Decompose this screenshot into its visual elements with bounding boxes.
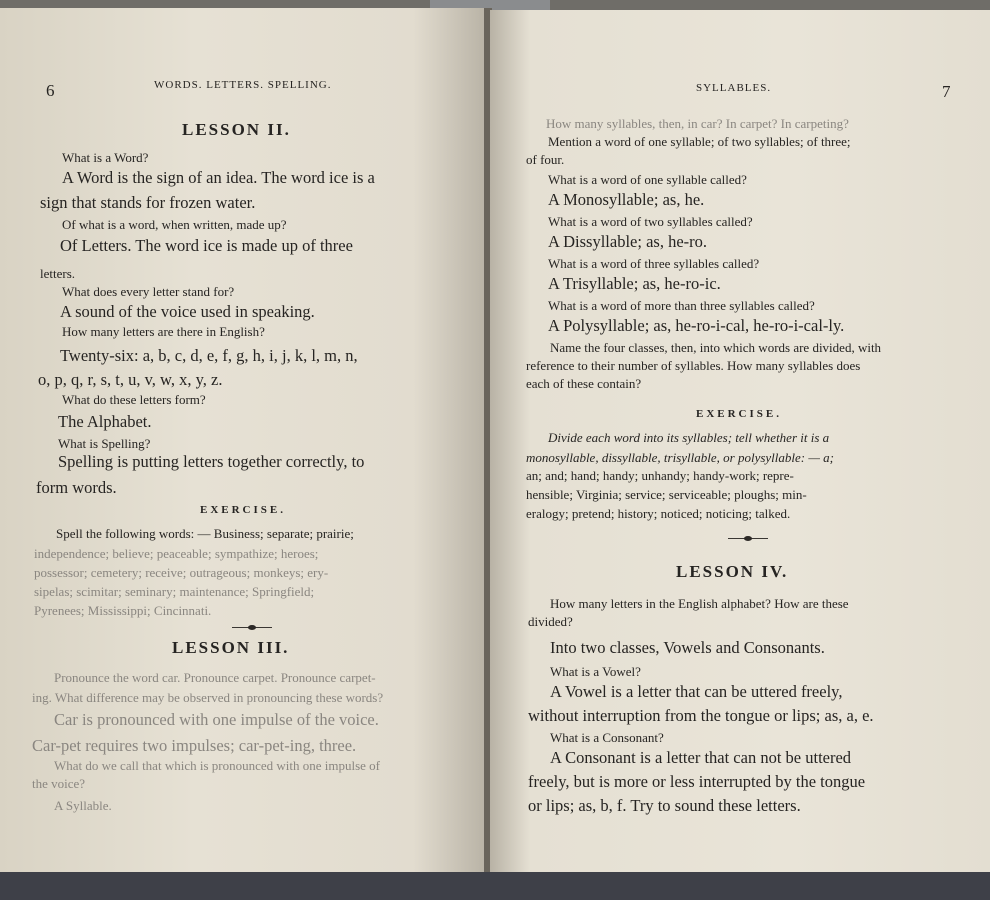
lesson-3-line: Car-pet requires two impulses; car-pet-ing, three. [32, 736, 357, 755]
lesson-2-title: LESSON II. [182, 120, 291, 139]
answer-line: A Monosyllable; as, he. [548, 190, 705, 209]
answer-line: Spelling is putting letters together correctly, to [58, 452, 365, 471]
question-line: What is a Word? [62, 150, 149, 165]
exercise-line: monosyllable, dissyllable, trisyllable, or polysyllable: — a; [526, 450, 834, 465]
lesson-4-line: How many letters in the English alphabet? How are these [550, 596, 849, 611]
lesson-3-line: Car is pronounced with one impulse of the voice. [54, 710, 379, 729]
left-page [0, 8, 486, 876]
answer-line: A Word is the sign of an idea. The word ice is a [62, 168, 375, 187]
lesson-4-title: LESSON IV. [676, 562, 789, 581]
answer-line: A Trisyllable; as, he-ro-ic. [548, 274, 721, 293]
lesson-4-line: Into two classes, Vowels and Consonants. [550, 638, 825, 657]
answer-line: Twenty-six: a, b, c, d, e, f, g, h, i, j, k, l, m, n, [60, 346, 358, 365]
lesson-4-line: What is a Vowel? [550, 664, 641, 679]
lesson-4-line: freely, but is more or less interrupted by the tongue [528, 772, 866, 791]
answer-line: o, p, q, r, s, t, u, v, w, x, y, z. [38, 370, 223, 389]
question-line: Of what is a word, when written, made up? [62, 217, 287, 232]
answer-line: A Polysyllable; as, he-ro-i-cal, he-ro-i-cal-ly. [548, 316, 845, 335]
right-page [490, 10, 990, 880]
question-line: What is a word of two syllables called? [548, 214, 753, 229]
question-line: reference to their number of syllables. How many syllables does [526, 358, 861, 373]
ornament-dot [744, 536, 752, 541]
lesson-4-line: A Consonant is a letter that can not be uttered [550, 748, 852, 767]
answer-line: form words. [36, 478, 117, 497]
lesson-4-line: What is a Consonant? [550, 730, 664, 745]
answer-line: sign that stands for frozen water. [40, 193, 256, 212]
running-head-left: WORDS. LETTERS. SPELLING. [154, 79, 332, 91]
question-line: What is a word of more than three syllables called? [548, 298, 815, 313]
lesson-4-line: or lips; as, b, f. Try to sound these letters. [528, 796, 801, 815]
exercise-line: Divide each word into its syllables; tell whether it is a [548, 430, 830, 445]
question-line: How many syllables, then, in car? In carpet? In carpeting? [546, 116, 849, 131]
lesson-4-line: A Vowel is a letter that can be uttered freely, [550, 682, 843, 701]
question-line: What do these letters form? [62, 392, 206, 407]
question-line: How many letters are there in English? [62, 324, 265, 339]
exercise-line: possessor; cemetery; receive; outrageous; monkeys; ery- [34, 565, 329, 580]
lesson-3-line: A Syllable. [54, 798, 112, 813]
page-number-right: 7 [942, 82, 951, 101]
lesson-3-line: ing. What difference may be observed in pronouncing these words? [32, 690, 384, 705]
exercise-line: an; and; hand; handy; unhandy; handy-work; repre- [526, 468, 794, 483]
question-line: each of these contain? [526, 376, 642, 391]
answer-line: letters. [40, 266, 76, 281]
exercise-line: sipelas; scimitar; seminary; maintenance; Springfield; [34, 584, 315, 599]
exercise-line: eralogy; pretend; history; noticed; noticing; talked. [526, 506, 791, 521]
answer-line: A Dissyllable; as, he-ro. [548, 232, 708, 251]
exercise-line: hensible; Virginia; service; serviceable; ploughs; min- [526, 487, 807, 502]
question-line: Mention a word of one syllable; of two syllables; of three; [548, 134, 851, 149]
lesson-3-title: LESSON III. [172, 638, 290, 657]
running-head-right: SYLLABLES. [696, 82, 772, 94]
question-line: of four. [526, 152, 565, 167]
question-line: What does every letter stand for? [62, 284, 235, 299]
question-line: What is Spelling? [58, 436, 151, 451]
answer-line: The Alphabet. [58, 412, 152, 431]
lesson-3-line: Pronounce the word car. Pronounce carpet. Pronounce carpet- [54, 670, 376, 685]
book-bottom-edge [0, 872, 990, 900]
exercise-line: independence; believe; peaceable; sympathize; heroes; [34, 546, 319, 561]
page-number-left: 6 [46, 81, 55, 100]
question-line: Name the four classes, then, into which words are divided, with [550, 340, 882, 355]
question-line: What is a word of three syllables called? [548, 256, 760, 271]
exercise-line: Pyrenees; Mississippi; Cincinnati. [34, 603, 212, 618]
lesson-3-line: What do we call that which is pronounced with one impulse of [54, 758, 381, 773]
question-line: What is a word of one syllable called? [548, 172, 747, 187]
answer-line: Of Letters. The word ice is made up of three [60, 236, 353, 255]
exercise-title-right: EXERCISE. [696, 408, 782, 420]
exercise-line: Spell the following words: — Business; separate; prairie; [56, 526, 354, 541]
lesson-4-line: divided? [528, 614, 573, 629]
lesson-4-line: without interruption from the tongue or lips; as, a, e. [528, 706, 874, 725]
ornament-dot [248, 625, 256, 630]
exercise-title-left: EXERCISE. [200, 504, 286, 516]
answer-line: A sound of the voice used in speaking. [60, 302, 315, 321]
lesson-3-line: the voice? [32, 776, 86, 791]
